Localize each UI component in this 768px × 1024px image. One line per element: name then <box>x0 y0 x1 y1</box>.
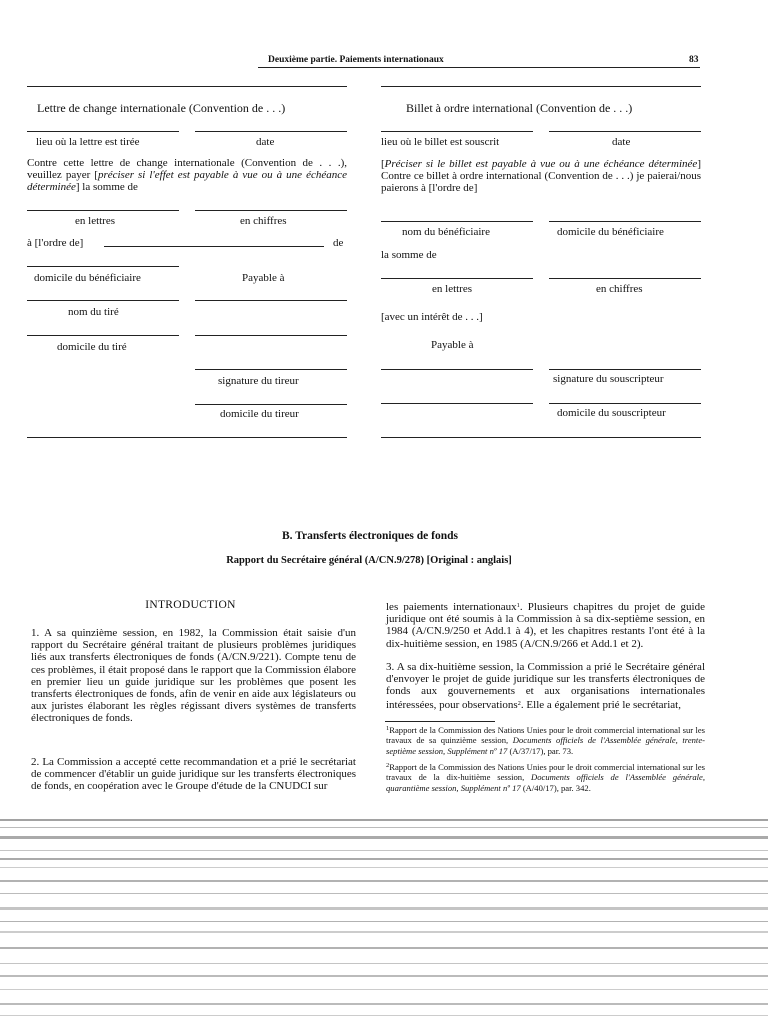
payable-line <box>195 300 347 301</box>
payable-line-2 <box>195 335 347 336</box>
form-line <box>27 86 347 87</box>
promissory-note-title: Billet à ordre international (Convention de . . .) <box>406 101 633 115</box>
section-subheading: Rapport du Secrétaire général (A/CN.9/278) [Original : anglais] <box>226 555 512 566</box>
drawee-address-line <box>27 335 179 336</box>
footnote-rule <box>385 721 495 722</box>
interest-label: [avec un intérêt de . . .] <box>381 311 483 323</box>
date-line <box>195 131 347 132</box>
figures-label: en chiffres <box>596 283 643 295</box>
place-label: lieu où la lettre est tirée <box>36 136 140 148</box>
paragraph-2: 2. La Commission a accepté cette recommandation et a prié le secrétariat de commencer d'établir un guide juridique sur les transferts électroniques de fonds, en coopération avec le Groupe d'étude de la CNUDCI sur <box>31 756 356 793</box>
place-line <box>27 131 179 132</box>
amount-words-line <box>381 278 533 279</box>
payable-line-2 <box>381 403 533 404</box>
header-rule <box>258 67 700 68</box>
drawer-address-line <box>195 404 347 405</box>
amount-words-line <box>27 210 179 211</box>
words-label: en lettres <box>75 215 116 227</box>
figures-label: en chiffres <box>240 215 287 227</box>
drawer-address-label: domicile du tireur <box>220 408 299 420</box>
form-line <box>381 86 701 87</box>
date-line <box>549 131 701 132</box>
running-header-title: Deuxième partie. Paiements internationaux <box>268 55 444 65</box>
introduction-heading: INTRODUCTION <box>145 599 236 611</box>
words-label: en lettres <box>432 283 473 295</box>
order-suffix: de <box>333 237 344 249</box>
payee-name-label: nom du bénéficiaire <box>402 226 490 238</box>
drawer-signature-label: signature du tireur <box>218 375 299 387</box>
payee-name-line <box>381 221 533 222</box>
promissory-note-instruction: [Préciser si le billet est payable à vue ou à une échéance déterminée] Contre ce billet à ordre international (Convention de . . .) je paierai/nous paierons à [l'ordre de] <box>381 158 701 195</box>
maker-signature-label: signature du souscripteur <box>553 373 664 385</box>
drawee-name-label: nom du tiré <box>68 306 119 318</box>
payable-line <box>381 369 533 370</box>
payee-address-line <box>27 266 179 267</box>
maker-signature-line <box>549 369 701 370</box>
amount-figures-line <box>549 278 701 279</box>
order-label: à [l'ordre de] <box>27 237 84 249</box>
drawee-name-line <box>27 300 179 301</box>
bill-of-exchange-title: Lettre de change internationale (Convention de . . .) <box>37 101 286 115</box>
maker-address-line <box>549 403 701 404</box>
bill-of-exchange-instruction: Contre cette lettre de change internationale (Convention de . . .), veuillez payer [préciser si l'effet est payable à vue ou à une échéance déterminée] la somme de <box>27 157 347 194</box>
date-label: date <box>612 136 631 148</box>
payee-address-label: domicile du bénéficiaire <box>34 272 141 284</box>
form-bottom-line <box>27 437 347 438</box>
paragraph-3: 3. A sa dix-huitième session, la Commission a prié le Secrétaire général d'envoyer le projet de guide juridique sur les transferts électroniques de fonds aux gouvernements et aux organisations internationales intéressées, pour observations$^2$. Elle a également prié le secrétariat, <box>386 661 705 711</box>
page-number: 83 <box>689 55 699 65</box>
running-header <box>0 55 768 67</box>
scan-streak-artifact <box>0 803 768 1024</box>
footnote-2: $^2$Rapport de la Commission des Nations Unies pour le droit commercial international sur les travaux de la dix-huitième session, Documents officiels de l'Assemblée générale, quarantième session, Supplément nº 17 (A/40/17), par. 342. <box>386 762 705 793</box>
place-label: lieu où le billet est souscrit <box>381 136 500 148</box>
section-heading: B. Transferts électroniques de fonds <box>281 530 458 542</box>
form-bottom-line <box>381 437 701 438</box>
maker-address-label: domicile du souscripteur <box>557 407 666 419</box>
drawee-address-label: domicile du tiré <box>57 341 127 353</box>
payable-label: Payable à <box>242 272 285 284</box>
payee-address-label: domicile du bénéficiaire <box>557 226 664 238</box>
place-line <box>381 131 533 132</box>
order-line <box>104 246 324 247</box>
footnote-1: $^1$Rapport de la Commission des Nations Unies pour le droit commercial international sur les travaux de sa quinzième session, Documents officiels de l'Assemblée générale, trente-septième session, Supplément nº 17 (A/37/17), par. 73. <box>386 725 705 756</box>
payee-address-line <box>549 221 701 222</box>
drawer-signature-line <box>195 369 347 370</box>
paragraph-1: 1. A sa quinzième session, en 1982, la Commission était saisie d'un rapport du Secrétaire général traitant de plusieurs problèmes juridiques liés aux transferts électroniques de fonds (A/CN.9/221). Compte tenu de ces problèmes, il était proposé dans le rapport que la Commission élabore en premier lieu un guide juridique sur les problèmes que posent les transferts électroniques de fonds, afin de venir en aide aux législateurs ou aux juristes élaborant les règles régissant divers systèmes de transferts électroniques de fonds. <box>31 627 356 725</box>
date-label: date <box>256 136 275 148</box>
sum-label: la somme de <box>381 249 437 261</box>
amount-figures-line <box>195 210 347 211</box>
paragraph-2-continued: les paiements internationaux$^1$. Plusieurs chapitres du projet de guide juridique ont été soumis à la Commission à sa dix-septième session, en 1984 (A/CN.9/250 et Add.1 à 4), et les chapitres restants l'ont été à la dix-huitième session, en 1985 (A/CN.9/266 et Add.1 et 2). <box>386 601 705 650</box>
payable-label: Payable à <box>431 339 474 351</box>
